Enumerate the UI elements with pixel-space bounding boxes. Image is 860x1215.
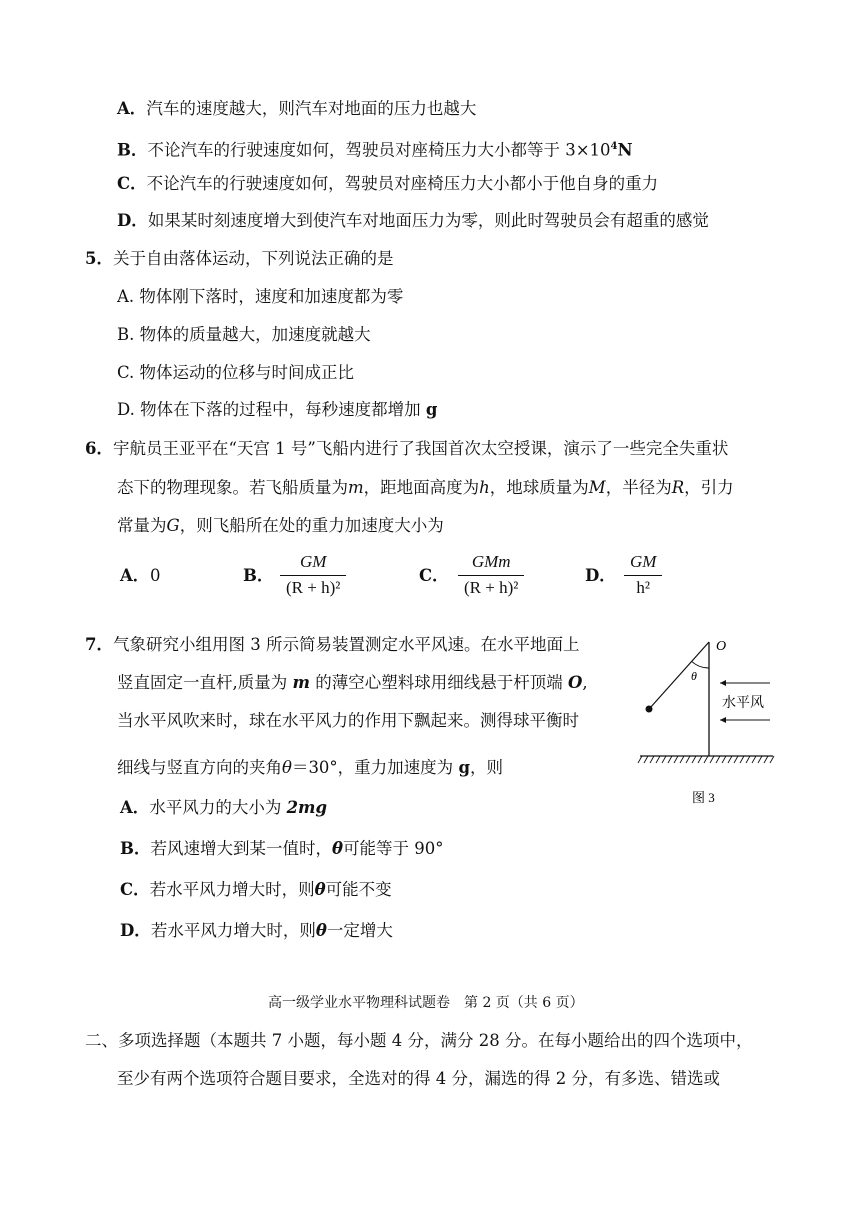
q5-option-a: A. 物体刚下落时，速度和加速度都为零 <box>117 287 404 306</box>
unit: N <box>617 140 633 160</box>
q6-stem-line2 <box>117 477 734 499</box>
q6-option-a-value: 0 <box>150 566 161 585</box>
q7-option-a <box>120 797 327 819</box>
wind-arrowhead-bottom <box>720 717 726 723</box>
option-text: 一定增大 <box>326 921 393 940</box>
var-R: R <box>671 478 685 497</box>
option-label: C． <box>117 174 147 193</box>
angle-arc <box>692 661 709 668</box>
wind-arrowhead-top <box>720 680 726 686</box>
var-theta: θ <box>331 839 343 858</box>
q6-option-c-fraction <box>458 552 524 598</box>
option-label: B． <box>120 839 151 858</box>
q7-stem-line2 <box>117 672 588 694</box>
option-label: D． <box>120 921 151 940</box>
figure-3-diagram <box>630 630 790 810</box>
text: 态下的物理现象。若飞船质量为 <box>117 478 348 497</box>
option-text: 不论汽车的行驶速度如何，驾驶员对座椅压力大小都小于他自身的重力 <box>146 174 659 193</box>
question-text: 宇航员王亚平在“天宫 1 号”飞船内进行了我国首次太空授课，演示了一些完全失重状 <box>112 439 729 458</box>
ball <box>646 706 653 713</box>
q6-option-b-fraction <box>280 552 346 598</box>
option-label: D． <box>117 211 148 230</box>
q7-stem-line4 <box>117 757 503 779</box>
q4-option-c <box>117 173 658 195</box>
q4-option-a <box>117 98 476 120</box>
q6-option-b-label: B． <box>243 566 274 585</box>
text: ，则飞船所在处的重力加速度大小为 <box>179 516 444 535</box>
text: 的薄空心塑料球用细线悬于杆顶端 <box>309 673 568 692</box>
q6-option-a-label: A． <box>120 566 150 585</box>
var-theta: θ <box>315 921 327 940</box>
var-theta: θ <box>314 880 326 899</box>
var-M: M <box>588 478 606 497</box>
q6-option-d-fraction <box>624 552 662 598</box>
angle-label: θ <box>691 669 697 683</box>
figure-caption: 图 3 <box>692 790 715 805</box>
option-text: 若水平风力增大时，则 <box>150 921 316 940</box>
text: 细线与竖直方向的夹角 <box>117 758 282 777</box>
q5-option-c: C. 物体运动的位移与时间成正比 <box>117 363 355 382</box>
text: ，距地面高度为 <box>363 478 480 497</box>
q7-stem-line3: 当水平风吹来时，球在水平风力的作用下飘起来。测得球平衡时 <box>117 711 579 730</box>
numerator: GM <box>299 552 327 571</box>
text: 竖直固定一直杆,质量为 <box>117 673 293 692</box>
string-line <box>650 642 709 708</box>
q6-stem-line1 <box>85 438 728 460</box>
var-O: O <box>567 673 583 692</box>
q7-option-c <box>120 879 392 901</box>
q5-option-d <box>117 399 437 421</box>
q5-stem <box>85 248 393 270</box>
var-g: g <box>458 758 470 777</box>
numerator: GM <box>630 552 657 571</box>
text: 常量为 <box>117 516 167 535</box>
q7-option-d <box>120 920 393 942</box>
question-number: 5． <box>85 249 113 268</box>
question-text: 气象研究小组用图 3 所示简易装置测定水平风速。在水平地面上 <box>112 635 580 654</box>
option-text: 汽车的速度越大，则汽车对地面的压力也越大 <box>146 99 477 118</box>
q4-option-d <box>117 210 709 232</box>
option-label: A． <box>120 798 150 817</box>
option-text: 不论汽车的行驶速度如何，驾驶员对座椅压力大小都等于 3×10 <box>147 140 611 160</box>
wind-label: 水平风 <box>722 695 764 711</box>
var-G: G <box>166 516 180 535</box>
option-text: 可能不变 <box>325 880 392 899</box>
text: ，地球质量为 <box>489 478 589 497</box>
denominator: h² <box>624 575 662 598</box>
option-text: 可能等于 90° <box>342 839 444 858</box>
section2-heading-line1: 二、多项选择题（本题共 7 小题，每小题 4 分，满分 28 分。在每小题给出的四个选项中， <box>85 1031 753 1050</box>
option-text: D. 物体在下落的过程中，每秒速度都增加 <box>117 400 426 419</box>
numerator: GMm <box>471 552 511 571</box>
q7-stem-line1 <box>85 634 579 656</box>
q6-stem-line3 <box>117 515 444 537</box>
option-label: B． <box>117 140 148 160</box>
text: ，则 <box>469 758 503 777</box>
option-text: 若水平风力增大时，则 <box>149 880 315 899</box>
ground-hatching <box>638 756 774 763</box>
exponent: 4 <box>610 141 618 152</box>
q6-option-d-label: D． <box>585 566 616 585</box>
option-label: C． <box>120 880 150 899</box>
question-text: 关于自由落体运动，下列说法正确的是 <box>112 249 394 268</box>
q5-option-b: B. 物体的质量越大，加速度就越大 <box>117 325 371 344</box>
text: ，半径为 <box>605 478 672 497</box>
page-footer: 高一级学业水平物理科试题卷 第 2 页（共 6 页） <box>268 995 584 1011</box>
question-number: 7． <box>85 635 113 654</box>
text: ，引力 <box>684 478 734 497</box>
var-m: m <box>348 478 364 497</box>
q4-option-b <box>117 136 633 162</box>
option-value: 2mg <box>286 798 328 817</box>
var-m: m <box>292 673 310 692</box>
point-o-label: O <box>716 639 727 654</box>
denominator: (R + h)² <box>280 575 346 598</box>
denominator: (R + h)² <box>458 575 524 598</box>
option-label: A． <box>117 99 147 118</box>
section2-heading-line2: 至少有两个选项符合题目要求，全选对的得 4 分，漏选的得 2 分，有多选、错选或 <box>117 1069 720 1088</box>
text: ＝30°，重力加速度为 <box>291 758 459 777</box>
var-theta: θ <box>282 758 292 777</box>
var-h: h <box>479 478 490 497</box>
text: , <box>582 673 588 692</box>
q6-option-c-label: C． <box>419 566 449 585</box>
gravity-symbol: g <box>425 400 438 419</box>
option-text: 水平风力的大小为 <box>149 798 287 817</box>
option-text: 如果某时刻速度增大到使汽车对地面压力为零，则此时驾驶员会有超重的感觉 <box>147 211 709 230</box>
option-text: 若风速增大到某一值时， <box>150 839 332 858</box>
q7-option-b <box>120 838 443 860</box>
question-number: 6． <box>85 439 113 458</box>
